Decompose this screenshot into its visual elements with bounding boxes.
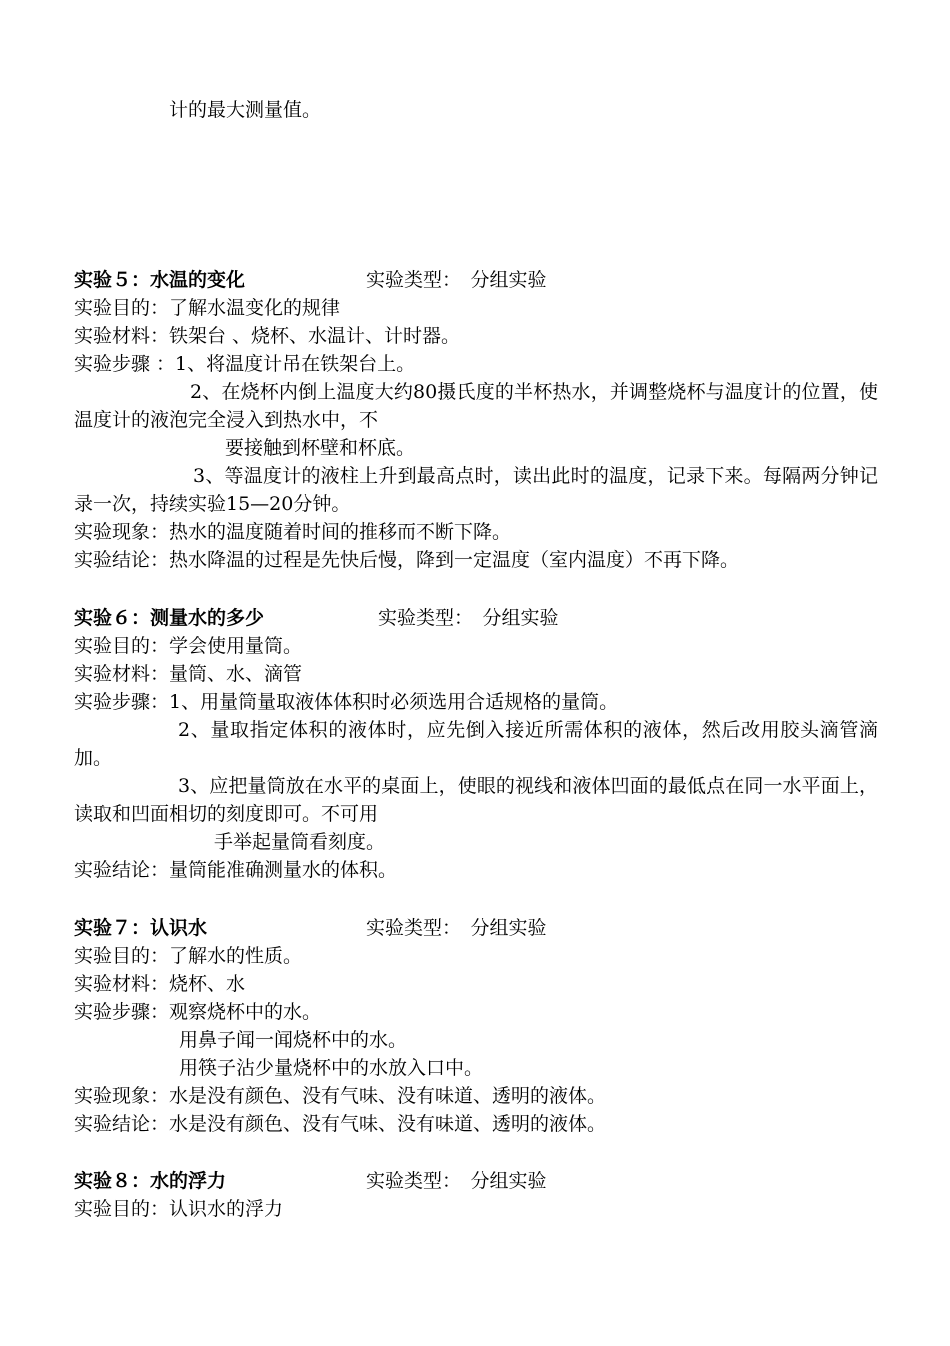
experiment-materials: 实验材料：量筒、水、滴管 (74, 663, 303, 685)
experiment-step-2: 用鼻子闻一闻烧杯中的水。 (179, 1029, 408, 1051)
experiment-step-2: 2、在烧杯内倒上温度大约80摄氏度的半杯热水，并调整烧杯与温度计的位置，使温度计的液泡完全浸入到热水中，不 (74, 381, 878, 431)
experiment-conclusion: 实验结论：水是没有颜色、没有气味、没有味道、透明的液体。 (74, 1113, 607, 1135)
experiment-step-2-continued: 要接触到杯壁和杯底。 (225, 437, 416, 459)
experiment-title: 实验５：水温的变化 (74, 269, 246, 291)
experiment-step-3: 用筷子沾少量烧杯中的水放入口中。 (179, 1057, 484, 1079)
experiment-type: 实验类型： 分组实验 (366, 917, 547, 939)
experiment-purpose: 实验目的：了解水温变化的规律 (74, 297, 341, 319)
experiment-purpose: 实验目的：学会使用量筒。 (74, 635, 303, 657)
experiment-materials: 实验材料：铁架台 、烧杯、水温计、计时器。 (74, 325, 461, 347)
experiment-title: 实验７：认识水 (74, 917, 208, 939)
experiment-step-3-continued: 手举起量筒看刻度。 (214, 831, 386, 853)
experiment-purpose: 实验目的：认识水的浮力 (74, 1198, 284, 1220)
experiment-title: 实验８：水的浮力 (74, 1170, 227, 1192)
experiment-conclusion: 实验结论：量筒能准确测量水的体积。 (74, 859, 398, 881)
experiment-type: 实验类型： 分组实验 (366, 269, 547, 291)
experiment-step-3: 3、应把量筒放在水平的桌面上，使眼的视线和液体凹面的最低点在同一水平面上，读取和凹面相切的刻度即可。不可用 (74, 775, 878, 825)
experiment-title: 实验６：测量水的多少 (74, 607, 265, 629)
experiment-materials: 实验材料：烧杯、水 (74, 973, 246, 995)
experiment-phenomenon: 实验现象：热水的温度随着时间的推移而不断下降。 (74, 521, 512, 543)
experiment-type: 实验类型： 分组实验 (366, 1170, 547, 1192)
experiment-step-1: 实验步骤：观察烧杯中的水。 (74, 1001, 322, 1023)
experiment-step-2: 2、量取指定体积的液体时，应先倒入接近所需体积的液体，然后改用胶头滴管滴加。 (74, 719, 878, 769)
experiment-purpose: 实验目的：了解水的性质。 (74, 945, 303, 967)
experiment-step-1: 实验步骤：1、用量筒量取液体体积时必须选用合适规格的量筒。 (74, 691, 619, 713)
experiment-phenomenon: 实验现象：水是没有颜色、没有气味、没有味道、透明的液体。 (74, 1085, 607, 1107)
experiment-step-1: 实验步骤 ：1、将温度计吊在铁架台上。 (74, 353, 416, 375)
experiment-type: 实验类型： 分组实验 (378, 607, 559, 629)
continued-text: 计的最大测量值。 (169, 99, 322, 121)
experiment-step-3: 3、等温度计的液柱上升到最高点时，读出此时的温度，记录下来。每隔两分钟记录一次，持续实验15—20分钟。 (74, 465, 878, 515)
experiment-conclusion: 实验结论：热水降温的过程是先快后慢，降到一定温度（室内温度）不再下降。 (74, 549, 740, 571)
